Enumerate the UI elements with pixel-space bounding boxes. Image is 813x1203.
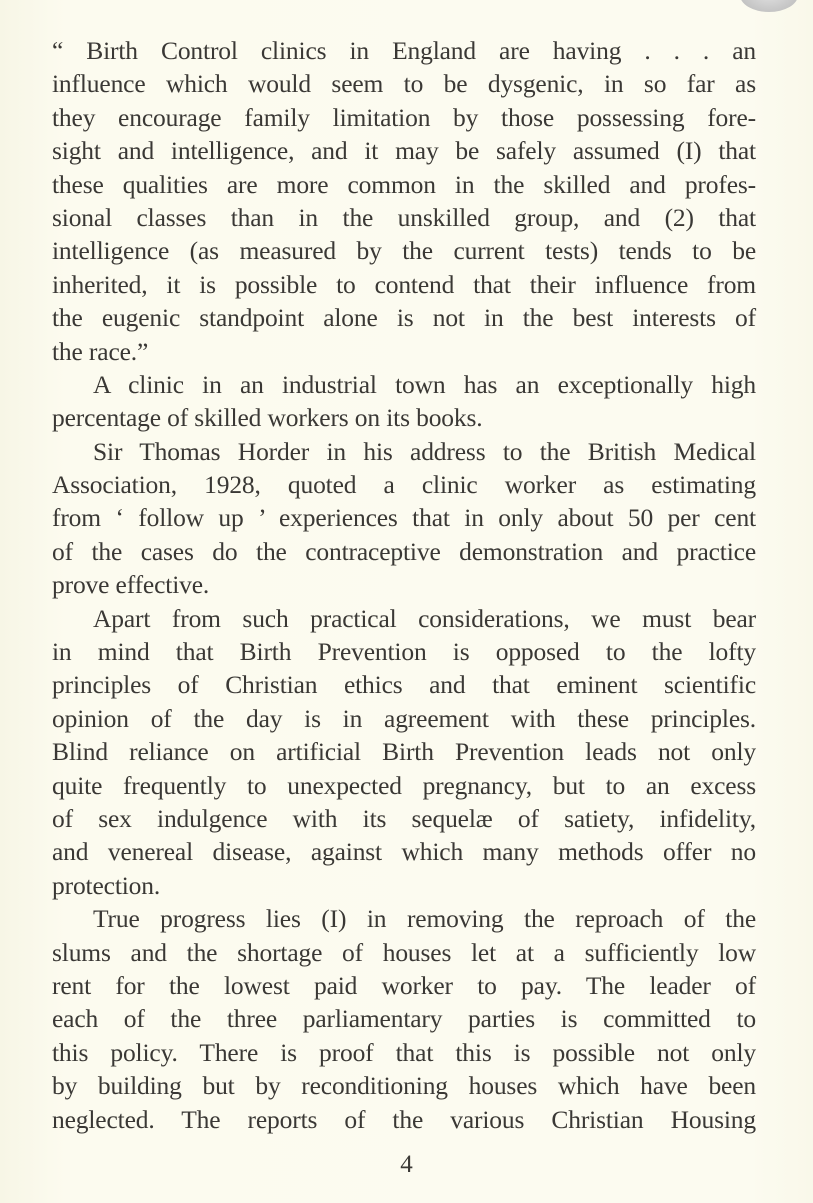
- text-line: opinion of the day is in agreement with these principles.: [52, 703, 756, 733]
- paragraph-true-progress: [52, 902, 756, 1136]
- paragraph-practical-considerations: [52, 602, 756, 903]
- text-line: “ Birth Control clinics in England are having . . . an: [52, 36, 756, 65]
- paragraph-quotation: [52, 34, 756, 368]
- text-line: inherited, it is possible to contend that their influence from: [52, 269, 756, 299]
- text-line: Apart from such practical considerations, we must bear: [93, 603, 756, 633]
- text-line: of the cases do the contraceptive demonstration and practice: [52, 536, 756, 566]
- text-line: each of the three parliamentary parties is committed to: [52, 1004, 756, 1034]
- text-line: these qualities are more common in the skilled and profes-: [52, 169, 756, 199]
- text-line: sight and intelligence, and it may be safely assumed (I) that: [52, 136, 756, 166]
- text-line: rent for the lowest paid worker to pay. The leader of: [52, 970, 756, 1000]
- text-line: neglected. The reports of the various Christian Housing: [52, 1104, 756, 1134]
- text-line: the eugenic standpoint alone is not in the best interests of: [52, 303, 756, 333]
- text-line: A clinic in an industrial town has an exceptionally high: [93, 369, 756, 399]
- page-number: 4: [400, 1151, 413, 1178]
- text-line: quite frequently to unexpected pregnancy, but to an excess: [52, 770, 756, 800]
- paragraph-industrial-clinic: [52, 368, 756, 435]
- paragraph-thomas-horder: [52, 435, 756, 602]
- text-line: and venereal disease, against which many methods offer no: [52, 837, 756, 867]
- body-text: [52, 34, 756, 1136]
- text-line: in mind that Birth Prevention is opposed to the lofty: [52, 637, 756, 667]
- text-line: Blind reliance on artificial Birth Prevention leads not only: [52, 737, 756, 767]
- text-line: Sir Thomas Horder in his address to the British Medical: [93, 436, 756, 466]
- text-line: Association, 1928, quoted a clinic worker as estimating: [52, 470, 756, 500]
- text-line: percentage of skilled workers on its books.: [52, 403, 483, 433]
- text-line: by building but by reconditioning houses which have been: [52, 1071, 756, 1101]
- text-line: intelligence (as measured by the current tests) tends to be: [52, 236, 756, 266]
- text-line: protection.: [52, 870, 161, 900]
- text-line: influence which would seem to be dysgenic, in so far as: [52, 69, 756, 99]
- text-line: they encourage family limitation by those possessing fore-: [52, 102, 756, 132]
- text-line: of sex indulgence with its sequelæ of satiety, infidelity,: [52, 803, 756, 833]
- text-line: this policy. There is proof that this is possible not only: [52, 1037, 756, 1067]
- text-line: sional classes than in the unskilled group, and (2) that: [52, 202, 756, 232]
- text-line: principles of Christian ethics and that eminent scientific: [52, 670, 756, 700]
- text-line: prove effective.: [52, 570, 210, 600]
- text-line: the race.”: [52, 336, 149, 366]
- text-line: from ‘ follow up ’ experiences that in only about 50 per cent: [52, 503, 756, 533]
- text-line: slums and the shortage of houses let at a sufficiently low: [52, 937, 756, 967]
- scan-corner-mark: [740, 0, 798, 12]
- text-line: True progress lies (I) in removing the reproach of the: [93, 904, 756, 934]
